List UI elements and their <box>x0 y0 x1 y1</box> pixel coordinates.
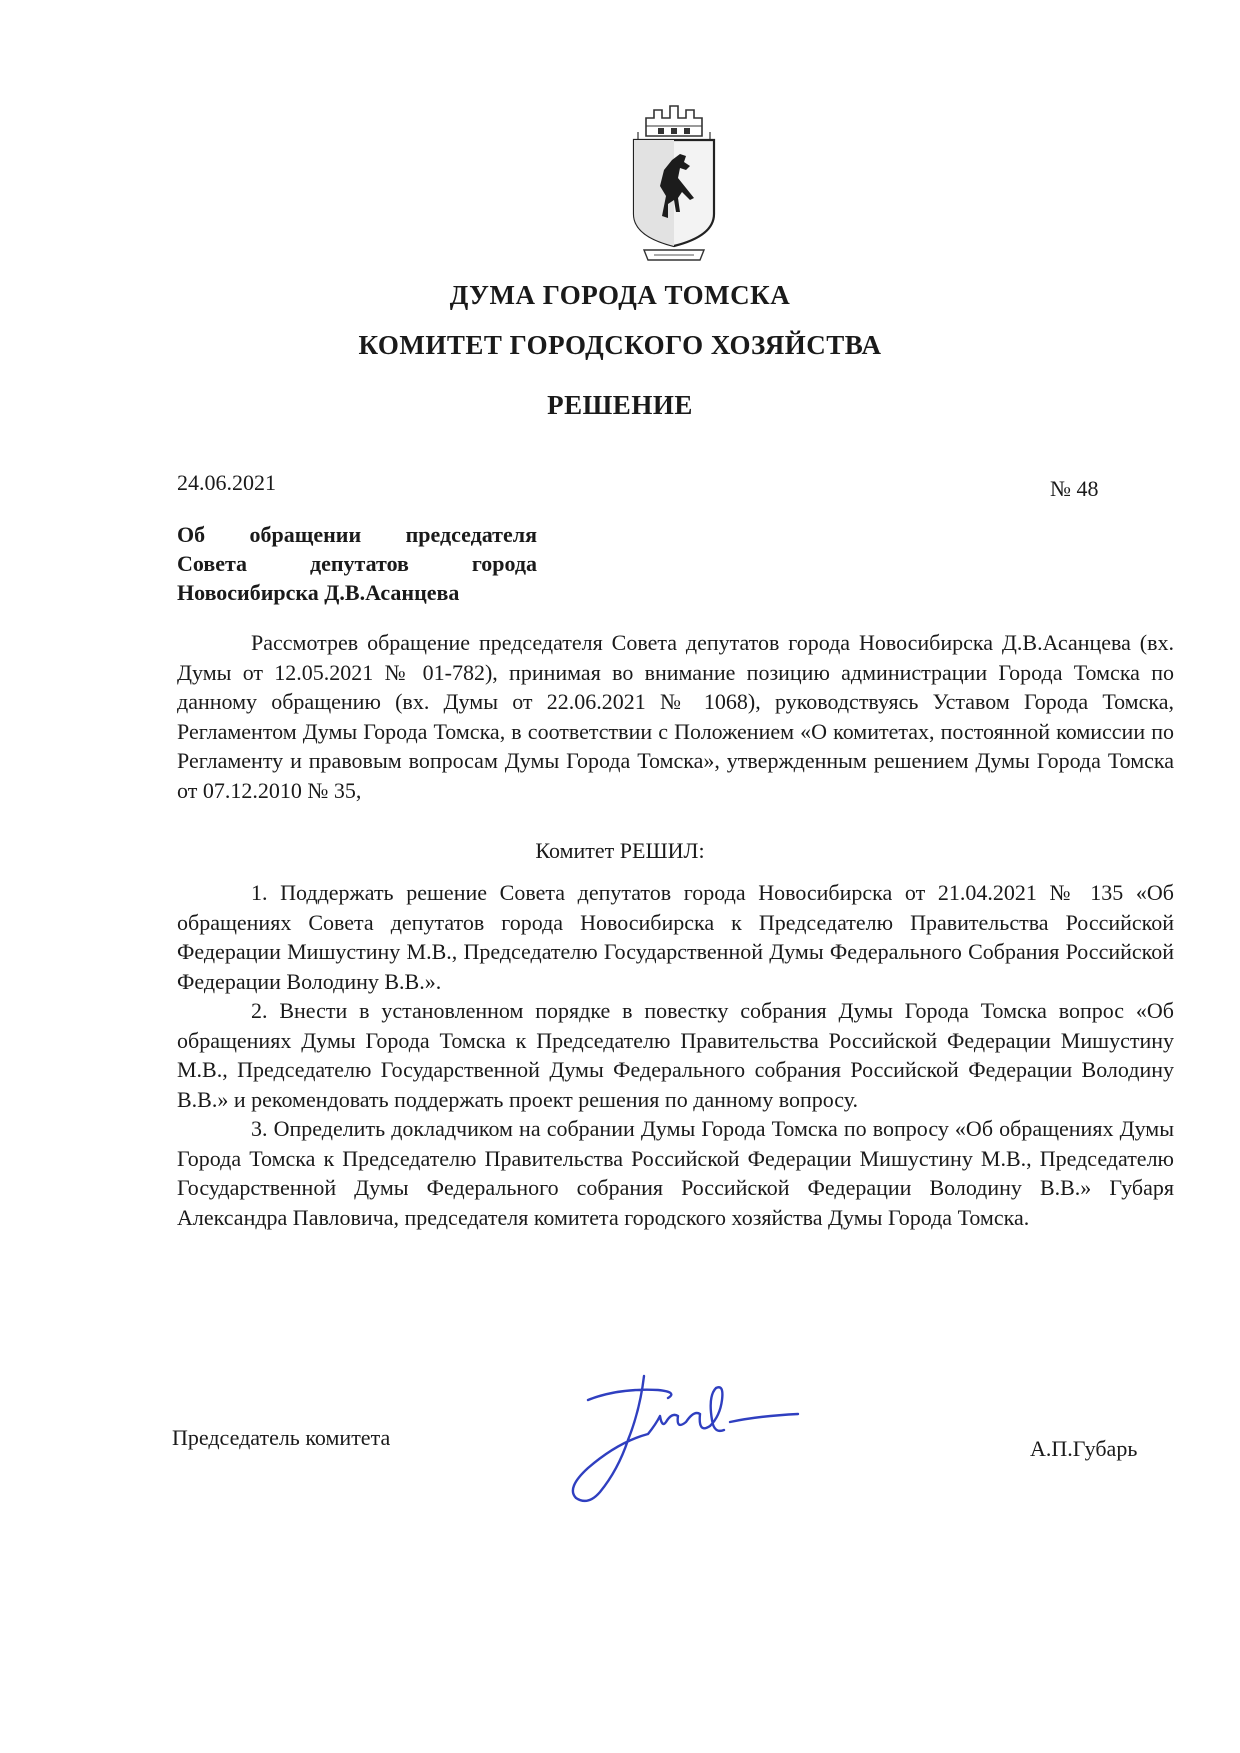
signatory-position: Председатель комитета <box>172 1425 391 1450</box>
document-subject <box>177 520 537 607</box>
organization-title: ДУМА ГОРОДА ТОМСКА <box>449 280 791 310</box>
subject-line: Об обращении председателя <box>177 522 537 547</box>
handwritten-signature <box>548 1370 818 1510</box>
preamble-text: Рассмотрев обращение председателя Совета депутатов города Новосибирска Д.В.Асанцева (вх. Думы от 12.05.2021 № 01-782), принимая во внимание позицию администрации Города Томска по данному обращению (вх. Думы от 22.06.2021 № 1068), руководствуясь Уставом Города Томска, Регламентом Думы Города Томска, в соответствии с Положением «О комитетах, постоянной комиссии по Регламенту и правовым вопросам Думы Города Томска», утвержденным решением Думы Города Томска от 07.12.2010 № 35, <box>177 630 1174 803</box>
decision-item-3: 3. Определить докладчиком на собрании Думы Города Томска по вопросу «Об обращениях Думы Города Томска к Председателю Правительства Российской Федерации Мишустину М.В., Председателю Государственной Думы Федерального собрания Российской Федерации Володину В.В.» Губаря Александра Павловича, председателя комитета городского хозяйства Думы Города Томска. <box>177 1116 1174 1230</box>
signatory-name: А.П.Губарь <box>1030 1436 1138 1461</box>
preamble <box>177 628 1174 805</box>
resolved-heading: Комитет РЕШИЛ: <box>535 838 705 863</box>
document-date: 24.06.2021 <box>177 470 276 495</box>
coat-of-arms-icon <box>624 96 724 268</box>
document-number: № 48 <box>1050 476 1099 501</box>
decision-item-2: 2. Внести в установленном порядке в повестку собрания Думы Города Томска вопрос «Об обращениях Думы Города Томска к Председателю Правительства Российской Федерации Мишустину М.В., Председателю Государственной Думы Федерального собрания Российской Федерации Володину В.В.» и рекомендовать поддержать проект решения по данному вопросу. <box>177 998 1174 1112</box>
decision-items <box>177 878 1174 1232</box>
document-type: РЕШЕНИЕ <box>547 390 693 420</box>
committee-title: КОМИТЕТ ГОРОДСКОГО ХОЗЯЙСТВА <box>358 330 882 360</box>
subject-line: Совета депутатов города <box>177 551 537 576</box>
subject-line: Новосибирска Д.В.Асанцева <box>177 580 460 605</box>
decision-item-1: 1. Поддержать решение Совета депутатов города Новосибирска от 21.04.2021 № 135 «Об обращениях Совета депутатов города Новосибирска к Председателю Правительства Российской Федерации Мишустину М.В., Председателю Государственной Думы Федерального Собрания Российской Федерации Володину В.В.». <box>177 880 1174 994</box>
